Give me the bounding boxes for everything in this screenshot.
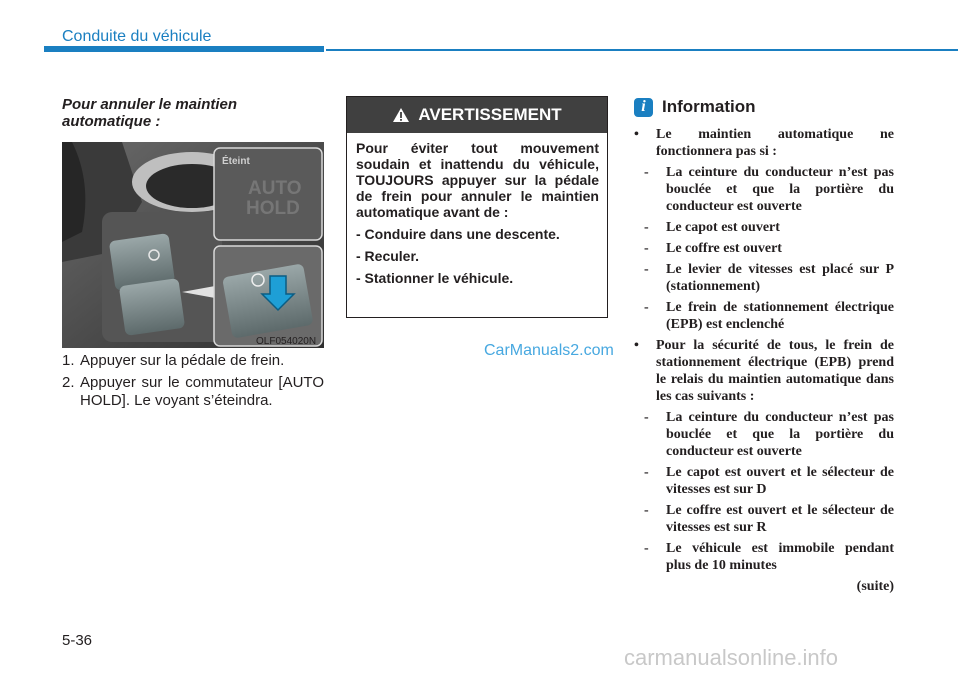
subheading: Pour annuler le maintien automatique : bbox=[62, 96, 238, 130]
info-subitem: - Le capot est ouvert et le sélecteur de vitesses est sur D bbox=[644, 465, 894, 497]
site-footer[interactable]: carmanualsonline.info bbox=[624, 645, 839, 670]
warning-item: - Stationner le véhicule. bbox=[356, 270, 514, 286]
info-subitem: - La ceinture du conducteur n’est pas bouclée et que la portière du conducteur est ouverte bbox=[644, 410, 894, 459]
list-item: 2. Appuyer sur le commutateur [AUTO HOLD]. Le voyant s’éteindra. bbox=[62, 374, 324, 409]
info-subitem: - Le coffre est ouvert et le sélecteur de vitesses est sur R bbox=[644, 503, 894, 535]
watermark[interactable]: CarManuals2.com bbox=[484, 342, 614, 359]
info-subitem: - Le levier de vitesses est placé sur P (stationnement) bbox=[644, 262, 894, 294]
info-subitem: - Le véhicule est immobile pendant plus de 10 minutes bbox=[644, 541, 894, 573]
section-title: Conduite du véhicule bbox=[62, 28, 212, 45]
warning-header bbox=[347, 97, 607, 133]
photo-button-text-1: AUTO bbox=[248, 178, 302, 199]
auto-hold-photo bbox=[62, 142, 324, 348]
photo-button-text-2: HOLD bbox=[246, 198, 300, 219]
header-rule-thick bbox=[44, 46, 324, 52]
warning-item: - Reculer. bbox=[356, 248, 420, 264]
warning-triangle-icon bbox=[392, 107, 410, 123]
list-item: 1. Appuyer sur la pédale de frein. bbox=[62, 352, 285, 369]
information-body bbox=[634, 126, 894, 595]
warning-body bbox=[347, 133, 607, 286]
information-title: Information bbox=[662, 97, 756, 116]
warning-lead: Pour éviter tout mouvement soudain et inattendu du véhicule, TOUJOURS appuyer sur la pédale de frein pour annuler le maintien automatique avant de : bbox=[356, 140, 599, 220]
page-number: 5-36 bbox=[62, 632, 93, 649]
steps-list bbox=[62, 352, 324, 414]
info-icon: i bbox=[634, 98, 653, 117]
info-subitem: - La ceinture du conducteur n’est pas bouclée et que la portière du conducteur est ouverte bbox=[644, 165, 894, 214]
info-bullet: • Pour la sécurité de tous, le frein de stationnement électrique (EPB) prend le relais du maintien automatique dans les cas suivants : bbox=[634, 338, 894, 404]
info-subitem: - Le frein de stationnement électrique (EPB) est enclenché bbox=[644, 300, 894, 332]
warning-item: - Conduire dans une descente. bbox=[356, 226, 560, 242]
info-subitem: - Le capot est ouvert bbox=[644, 220, 780, 235]
warning-box bbox=[346, 96, 608, 318]
info-subitem: - Le coffre est ouvert bbox=[644, 241, 782, 256]
warning-title: AVERTISSEMENT bbox=[418, 105, 562, 124]
header-rule-thin bbox=[326, 49, 958, 51]
info-bullet: • Le maintien automatique ne fonctionnera pas si : bbox=[634, 127, 894, 159]
photo-label-off: Éteint bbox=[222, 156, 250, 167]
continued-label: (suite) bbox=[856, 579, 894, 594]
photo-code: OLF054020N bbox=[256, 336, 317, 347]
information-header bbox=[634, 97, 756, 117]
